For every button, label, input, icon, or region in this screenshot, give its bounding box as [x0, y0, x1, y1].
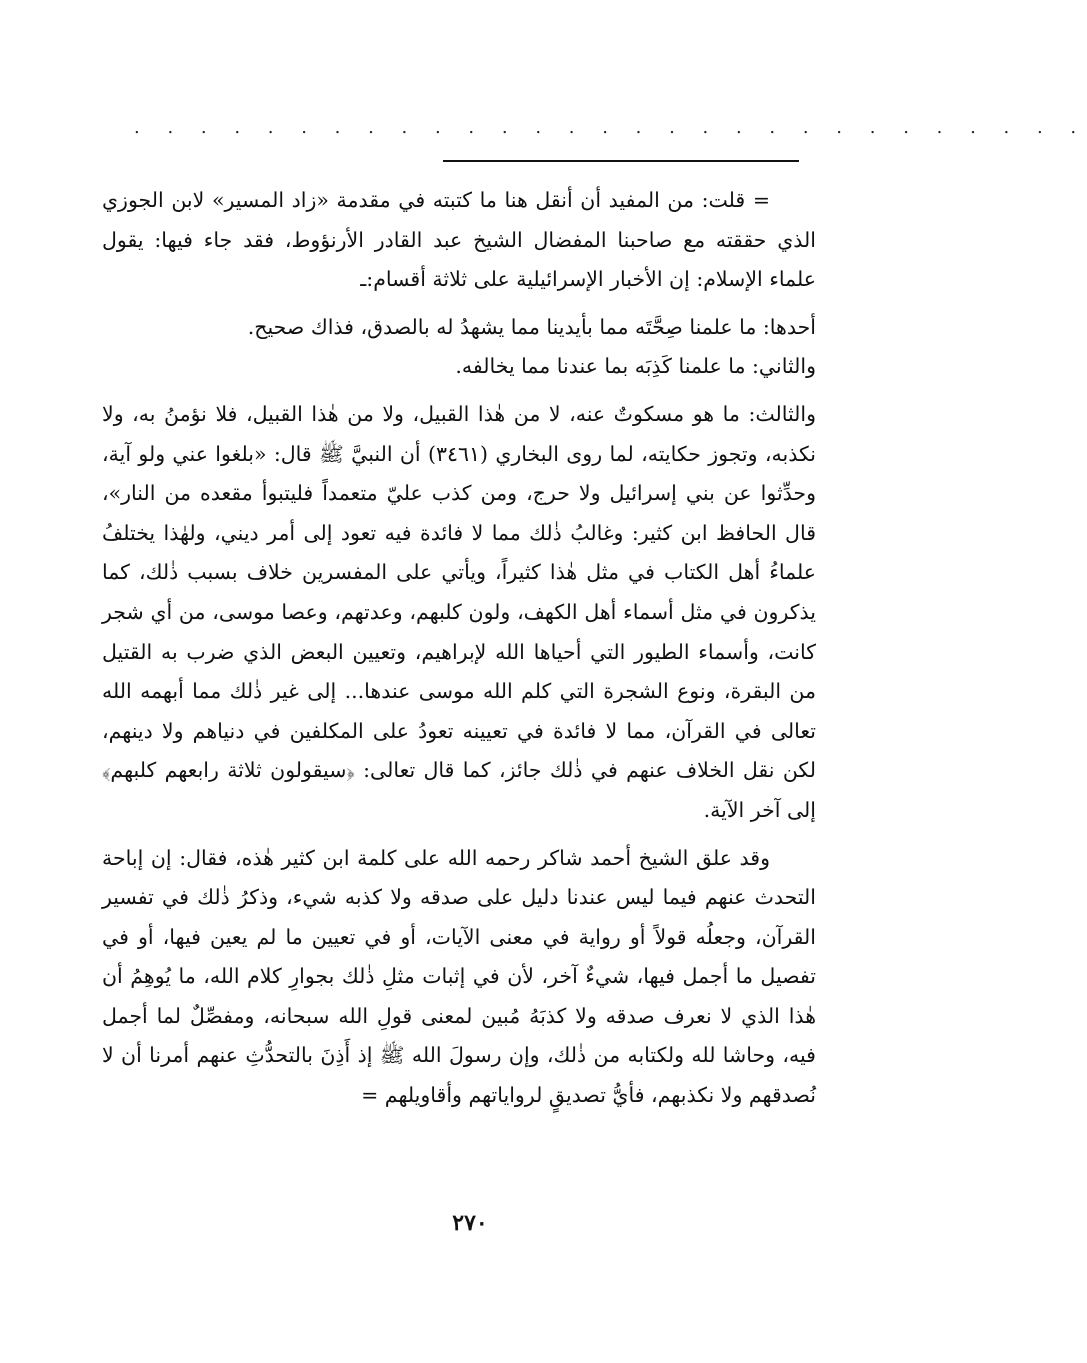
footnote-separator-line [443, 160, 799, 162]
paragraph-intro: = قلت: من المفيد أن أنقل هنا ما كتبته في مقدمة «زاد المسير» لابن الجوزي الذي حققته مع صاحبنا المفضال الشيخ عبد القادر الأرنؤوط، فقد جاء فيها: يقول علماء الإسلام: إن الأخبار الإسرائيلية على ثلاثة أقسام:ـ [102, 188, 816, 292]
page-number: ٢٧٠ [452, 1210, 488, 1236]
paragraph-third-category: والثالث: ما هو مسكوتٌ عنه، لا من هٰذا القبيل، ولا من هٰذا القبيل، فلا نؤمنُ به، ولا نكذبه، وتجوز حكايته، لما روى البخاري (٣٤٦١) أن النبيَّ ﷺ قال: «بلغوا عني ولو آية، وحدِّثوا عن بني إسرائيل ولا حرج، ومن كذب عليّ متعمداً فليتبوأ مقعده من النار»، قال الحافظ ابن كثير: وغالبُ ذٰلك مما لا فائدة فيه تعود إلى أمر ديني، ولهٰذا يختلفُ علماءُ أهل الكتاب في مثل هٰذا كثيراً، ويأتي على المفسرين خلاف بسبب ذٰلك، كما يذكرون في مثل أسماء أهل الكهف، ولون كلبهم، وعدتهم، وعصا موسى، من أي شجر كانت، وأسماء الطيور التي أحياها الله لإبراهيم، وتعيين البعض الذي ضرب به القتيل من البقرة، ونوع الشجرة التي كلم الله موسى عندها... إلى غير ذٰلك مما أبهمه الله تعالى في القرآن، مما لا فائدة في تعيينه تعودُ على المكلفين في دنياهم ولا دينهم، لكن نقل الخلاف عنهم في ذٰلك جائز، كما قال تعالى: ﴿سيقولون ثلاثة رابعهم كلبهم﴾ إلى آخر الآية. [102, 401, 816, 822]
paragraph-second-category: والثاني: ما علمنا كَذِبَه بما عندنا مما يخالفه. [455, 354, 816, 379]
paragraph-shakir-comment: وقد علق الشيخ أحمد شاكر رحمه الله على كلمة ابن كثير هٰذه، فقال: إن إباحة التحدث عنهم فيما ليس عندنا دليل على صدقه ولا كذبه شيء، وذكرُ ذٰلك في تفسير القرآن، وجعلُه قولاً أو رواية في معنى الآيات، أو في تعيين ما لم يعين فيها، أو في تفصيل ما أجمل فيها، شيءٌ آخر، لأن في إثبات مثلِ ذٰلك بجوارِ كلام الله، ما يُوهِمُ أن هٰذا الذي لا نعرف صدقه ولا كذبَهُ مُبين لمعنى قولِ الله سبحانه، ومفصِّلٌ لما أجمل فيه، وحاشا لله ولكتابه من ذٰلك، وإن رسولَ الله ﷺ إذ أَذِنَ بالتحدُّثِ عنهم أمرنا أن لا نُصدقهم ولا نكذبهم، فأيُّ تصديقٍ لرواياتهم وأقاويلهم = [102, 845, 816, 1108]
page-body [102, 181, 816, 1116]
paragraph-first-category: أحدها: ما علمنا صِحَّتَه مما بأيدينا مما يشهدُ له بالصدق، فذاك صحيح. [247, 314, 816, 339]
dotted-separator: . . . . . . . . . . . . . . . . . . . . . . . . . . . . . [134, 117, 1087, 138]
